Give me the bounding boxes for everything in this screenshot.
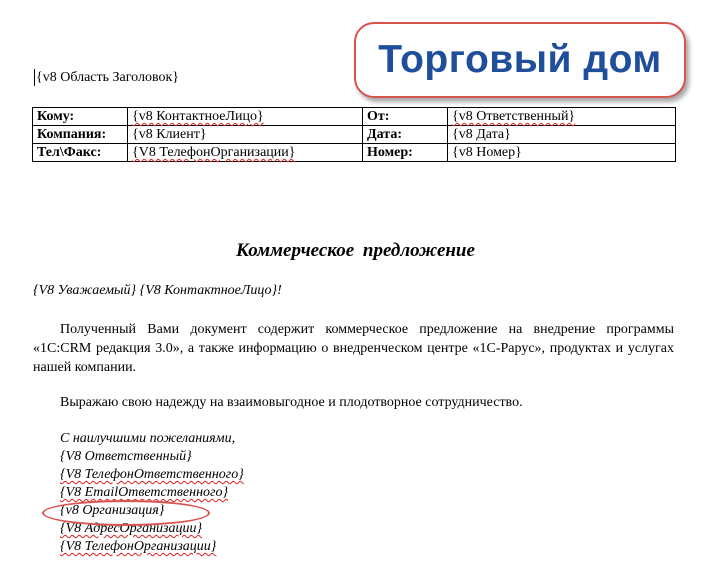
signature-field-responsible-phone[interactable]: {V8 ТелефонОтветственного} <box>60 467 244 482</box>
field-client[interactable]: {v8 Клиент} <box>128 126 363 144</box>
callout-text: Торговый дом <box>378 38 662 81</box>
table-row <box>33 144 676 162</box>
signature-field-org-phone[interactable]: {V8 ТелефонОрганизации} <box>60 539 217 554</box>
label-number: Номер: <box>363 144 448 162</box>
table-row <box>33 108 676 126</box>
table-row <box>33 126 676 144</box>
header-area-field[interactable]: {v8 Область Заголовок} <box>36 70 179 85</box>
callout-banner <box>354 22 686 98</box>
field-date[interactable]: {v8 Дата} <box>448 126 676 144</box>
signature-salutation: С наилучшими пожеланиями, <box>60 431 236 446</box>
label-from: От: <box>363 108 448 126</box>
field-responsible[interactable]: {v8 Ответственный} <box>448 108 676 126</box>
signature-field-responsible-email[interactable]: {V8 EmailОтветственного} <box>60 485 229 500</box>
signature-block <box>60 430 244 556</box>
greeting-line[interactable]: {V8 Уважаемый} {V8 КонтактноеЛицо}! <box>33 283 282 298</box>
label-to: Кому: <box>33 108 128 126</box>
text-cursor <box>34 69 35 86</box>
label-phone-fax: Тел\Факс: <box>33 144 128 162</box>
field-number[interactable]: {v8 Номер} <box>448 144 676 162</box>
signature-field-organization[interactable]: {v8 Организация} <box>60 503 165 518</box>
field-contact-person[interactable]: {v8 КонтактноеЛицо} <box>128 108 363 126</box>
field-org-phone[interactable]: {V8 ТелефонОрганизации} <box>128 144 363 162</box>
label-company: Компания: <box>33 126 128 144</box>
highlight-oval <box>42 500 210 526</box>
signature-field-org-address[interactable]: {V8 АдресОрганизации} <box>60 521 203 536</box>
intro-paragraph: Полученный Вами документ содержит коммерческое предложение на внедрение программы «1С:CRM редакция 3.0», а также информацию о внедренческом центре «1С-Рарус», продуктах и услугах нашей компании. <box>33 322 674 375</box>
document-title: Коммерческое предложение <box>236 240 475 261</box>
closing-paragraph: Выражаю свою надежду на взаимовыгодное и плодотворное сотрудничество. <box>60 395 523 410</box>
signature-field-responsible[interactable]: {V8 Ответственный} <box>60 449 192 464</box>
label-date: Дата: <box>363 126 448 144</box>
info-table <box>32 107 676 162</box>
